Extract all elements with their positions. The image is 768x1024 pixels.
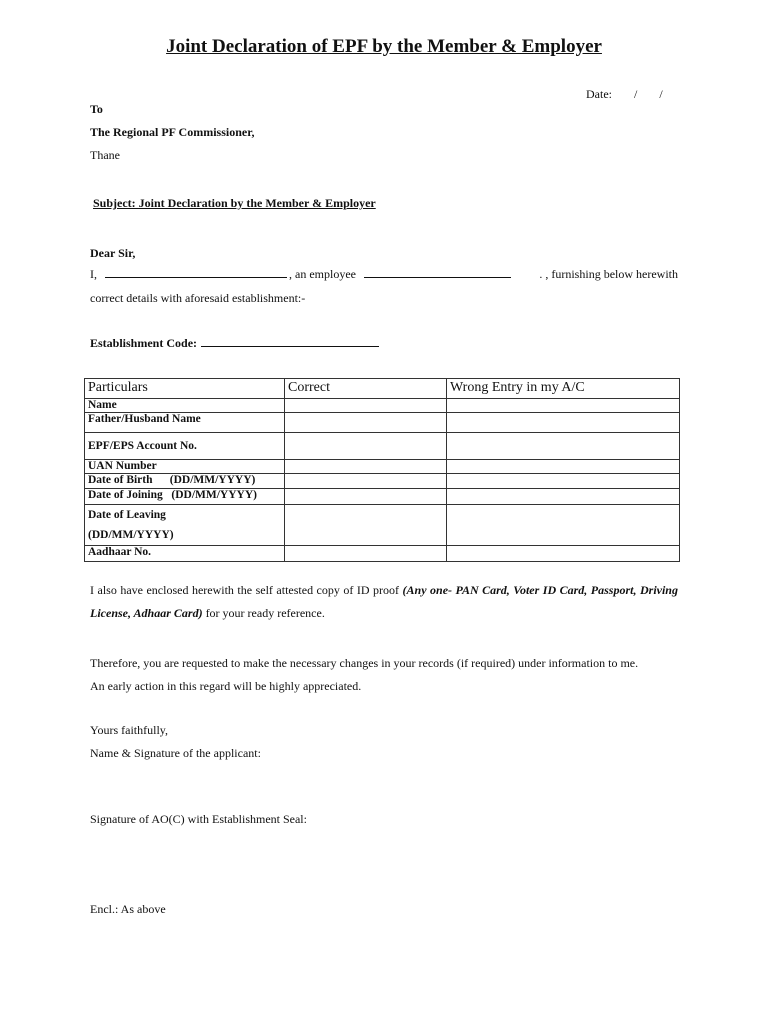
address-to: To <box>90 102 103 116</box>
address-city: Thane <box>90 148 120 162</box>
table-row <box>85 489 680 505</box>
table-row <box>85 433 680 460</box>
cell-correct[interactable] <box>285 505 447 546</box>
date-separator: / <box>634 87 638 101</box>
intro-line <box>90 266 678 282</box>
enclosure-text-before: I also have enclosed herewith the self attested copy of ID proof <box>90 583 403 597</box>
row-label-dol <box>85 505 285 546</box>
establishment-code-blank[interactable] <box>201 335 379 347</box>
cell-correct[interactable] <box>285 474 447 489</box>
date-separator: / <box>659 87 663 101</box>
row-label-epf-account: EPF/EPS Account No. <box>85 433 285 460</box>
table-row <box>85 505 680 546</box>
cell-wrong-entry[interactable] <box>447 433 680 460</box>
request-line-1: Therefore, you are requested to make the necessary changes in your records (if required) under information to me. <box>90 656 639 670</box>
applicant-signature-label: Name & Signature of the applicant: <box>90 746 261 760</box>
row-label-dol-line2: (DD/MM/YYYY) <box>88 529 174 541</box>
row-label-dob: Date of Birth (DD/MM/YYYY) <box>85 474 285 489</box>
intro-employee: , an employee <box>289 267 356 281</box>
address-recipient: The Regional PF Commissioner, <box>90 125 255 139</box>
cell-wrong-entry[interactable] <box>447 460 680 474</box>
name-blank[interactable] <box>105 266 287 278</box>
date-label: Date: <box>586 87 612 101</box>
page-title: Joint Declaration of EPF by the Member & Employer <box>166 36 602 57</box>
enclosure-paragraph <box>90 579 678 625</box>
intro-i: I, <box>90 267 97 281</box>
cell-correct[interactable] <box>285 489 447 505</box>
cell-wrong-entry[interactable] <box>447 546 680 562</box>
cell-correct[interactable] <box>285 413 447 433</box>
row-label-doj: Date of Joining (DD/MM/YYYY) <box>85 489 285 505</box>
enclosure-note: Encl.: As above <box>90 902 166 916</box>
table-row <box>85 546 680 562</box>
subject-line: Subject: Joint Declaration by the Member & Employer <box>93 196 376 210</box>
salutation: Dear Sir, <box>90 246 136 260</box>
cell-wrong-entry[interactable] <box>447 413 680 433</box>
table-row <box>85 474 680 489</box>
establishment-code-label: Establishment Code: <box>90 336 198 350</box>
table-row <box>85 399 680 413</box>
cell-correct[interactable] <box>285 546 447 562</box>
establishment-code-line <box>90 335 379 351</box>
row-label-dol-line1: Date of Leaving <box>88 509 166 521</box>
cell-wrong-entry[interactable] <box>447 399 680 413</box>
ao-signature-label: Signature of AO(C) with Establishment Seal: <box>90 812 307 826</box>
header-wrong-entry: Wrong Entry in my A/C <box>447 379 680 399</box>
row-label-name: Name <box>85 399 285 413</box>
intro-line-2: correct details with aforesaid establishment:- <box>90 291 306 305</box>
cell-correct[interactable] <box>285 460 447 474</box>
employer-blank[interactable] <box>364 266 511 278</box>
details-table <box>84 378 680 562</box>
table-header-row <box>85 379 680 399</box>
cell-correct[interactable] <box>285 399 447 413</box>
row-label-father-name: Father/Husband Name <box>85 413 285 433</box>
table-row <box>85 460 680 474</box>
header-correct: Correct <box>285 379 447 399</box>
cell-correct[interactable] <box>285 433 447 460</box>
closing-text: Yours faithfully, <box>90 723 169 737</box>
enclosure-text-after: for your ready reference. <box>202 606 325 620</box>
cell-wrong-entry[interactable] <box>447 505 680 546</box>
header-particulars: Particulars <box>85 379 285 399</box>
date-line <box>586 87 663 102</box>
table-row <box>85 413 680 433</box>
enclosure-id-list: (Any one- PAN Card, Voter ID Card, Passport, Driving License, Adhaar Card) <box>90 583 678 620</box>
intro-furnishing: . , furnishing below herewith <box>539 267 678 281</box>
cell-wrong-entry[interactable] <box>447 474 680 489</box>
request-line-2: An early action in this regard will be highly appreciated. <box>90 679 362 693</box>
row-label-aadhaar: Aadhaar No. <box>85 546 285 562</box>
cell-wrong-entry[interactable] <box>447 489 680 505</box>
row-label-uan: UAN Number <box>85 460 285 474</box>
